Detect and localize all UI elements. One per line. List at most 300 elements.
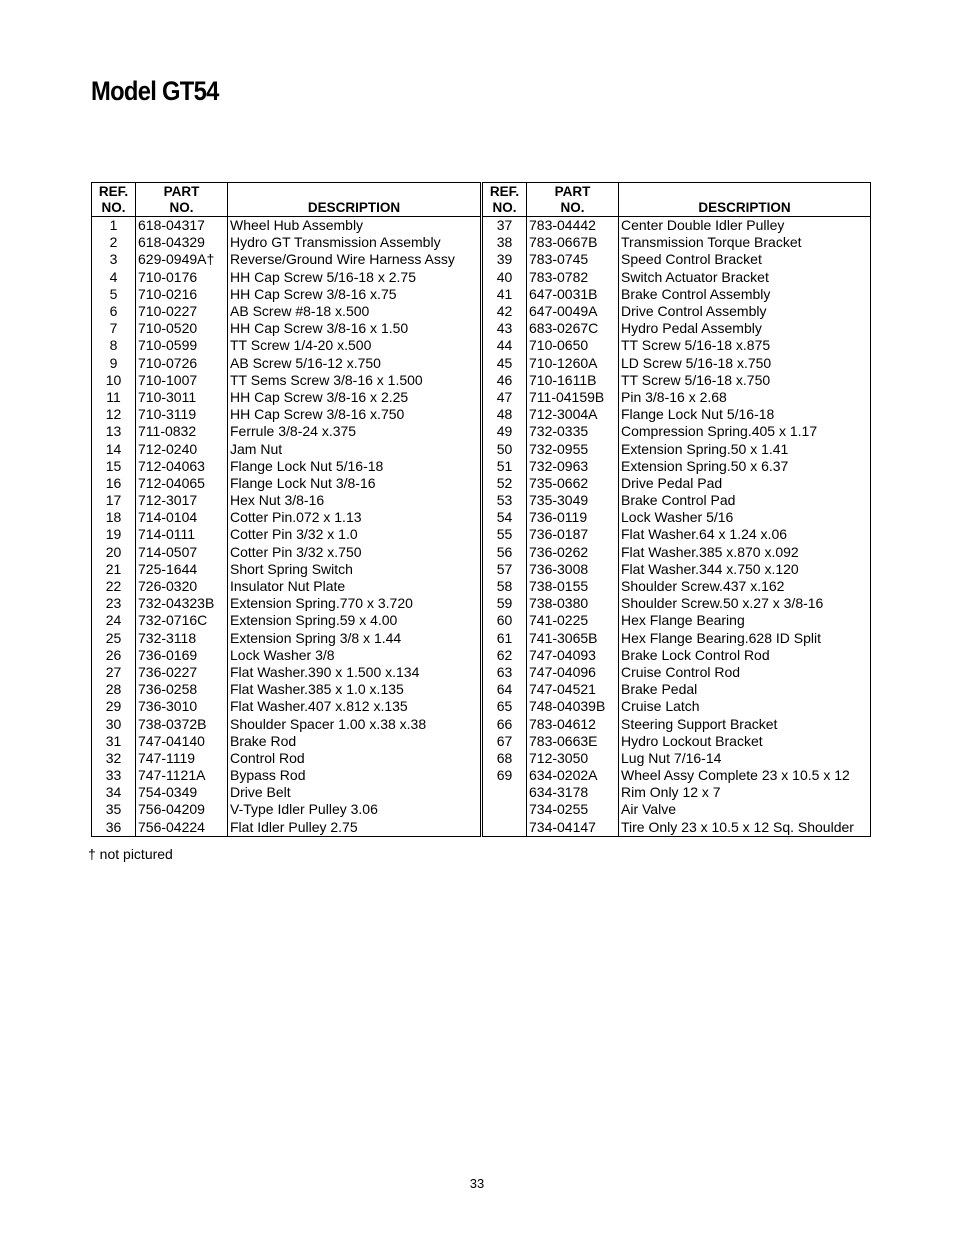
ref-no-cell: 55 <box>483 526 527 543</box>
table-row <box>483 767 871 784</box>
description-cell: Hydro Pedal Assembly <box>619 320 871 337</box>
ref-no-cell: 10 <box>92 372 136 389</box>
table-row <box>92 681 481 698</box>
table-row <box>483 595 871 612</box>
part-no-cell: 710-0650 <box>527 337 619 354</box>
part-no-cell: 629-0949A† <box>136 251 228 268</box>
description-cell: Wheel Assy Complete 23 x 10.5 x 12 <box>619 767 871 784</box>
ref-no-cell: 24 <box>92 612 136 629</box>
ref-no-cell: 29 <box>92 698 136 715</box>
description-cell: Shoulder Spacer 1.00 x.38 x.38 <box>228 715 481 732</box>
table-row <box>483 509 871 526</box>
table-row <box>92 389 481 406</box>
part-no-cell: 732-3118 <box>136 630 228 647</box>
table-row <box>92 475 481 492</box>
ref-no-cell <box>483 819 527 837</box>
parts-table-right <box>482 182 871 837</box>
ref-no-header: REF. NO. <box>483 183 527 217</box>
table-row <box>92 595 481 612</box>
description-cell: Lock Washer 3/8 <box>228 647 481 664</box>
part-no-cell: 714-0104 <box>136 509 228 526</box>
table-row <box>483 647 871 664</box>
part-no-cell: 647-0049A <box>527 303 619 320</box>
description-cell: Cotter Pin 3/32 x 1.0 <box>228 526 481 543</box>
table-row <box>92 286 481 303</box>
table-row <box>483 303 871 320</box>
ref-no-cell: 68 <box>483 750 527 767</box>
ref-no-cell: 21 <box>92 561 136 578</box>
description-cell: Extension Spring 3/8 x 1.44 <box>228 630 481 647</box>
ref-no-cell: 42 <box>483 303 527 320</box>
table-row <box>483 286 871 303</box>
description-cell: Flat Washer.385 x.870 x.092 <box>619 544 871 561</box>
ref-no-cell: 33 <box>92 767 136 784</box>
table-header-row <box>483 183 871 217</box>
part-no-cell: 756-04224 <box>136 819 228 837</box>
part-no-cell: 710-0599 <box>136 337 228 354</box>
ref-no-cell: 32 <box>92 750 136 767</box>
ref-no-cell: 7 <box>92 320 136 337</box>
ref-no-cell: 35 <box>92 801 136 818</box>
ref-no-cell: 36 <box>92 819 136 837</box>
description-cell: TT Screw 1/4-20 x.500 <box>228 337 481 354</box>
ref-no-cell: 1 <box>92 217 136 235</box>
table-row <box>92 750 481 767</box>
description-cell: Flat Idler Pulley 2.75 <box>228 819 481 837</box>
parts-list-left <box>92 217 481 837</box>
description-cell: Bypass Rod <box>228 767 481 784</box>
table-row <box>92 561 481 578</box>
table-row <box>92 251 481 268</box>
part-no-cell: 732-04323B <box>136 595 228 612</box>
description-cell: Flat Washer.64 x 1.24 x.06 <box>619 526 871 543</box>
ref-no-cell: 4 <box>92 269 136 286</box>
ref-no-cell: 51 <box>483 458 527 475</box>
ref-no-cell: 11 <box>92 389 136 406</box>
table-row <box>92 767 481 784</box>
description-cell: Hydro Lockout Bracket <box>619 733 871 750</box>
description-cell: Shoulder Screw.437 x.162 <box>619 578 871 595</box>
part-no-cell: 783-04612 <box>527 715 619 732</box>
part-no-cell: 683-0267C <box>527 320 619 337</box>
ref-no-cell: 50 <box>483 440 527 457</box>
part-no-cell: 735-3049 <box>527 492 619 509</box>
description-header: DESCRIPTION <box>619 183 871 217</box>
description-cell: Pin 3/8-16 x 2.68 <box>619 389 871 406</box>
ref-no-cell: 46 <box>483 372 527 389</box>
table-row <box>483 526 871 543</box>
ref-no-cell: 9 <box>92 355 136 372</box>
part-no-cell: 726-0320 <box>136 578 228 595</box>
description-cell: Flange Lock Nut 3/8-16 <box>228 475 481 492</box>
description-cell: Air Valve <box>619 801 871 818</box>
part-no-cell: 736-3010 <box>136 698 228 715</box>
ref-no-cell: 63 <box>483 664 527 681</box>
description-cell: Drive Control Assembly <box>619 303 871 320</box>
part-no-cell: 634-3178 <box>527 784 619 801</box>
part-no-cell: 783-0667B <box>527 234 619 251</box>
ref-no-cell: 44 <box>483 337 527 354</box>
ref-no-cell: 54 <box>483 509 527 526</box>
ref-no-cell: 22 <box>92 578 136 595</box>
table-row <box>92 509 481 526</box>
table-row <box>92 269 481 286</box>
table-row <box>92 217 481 235</box>
description-cell: Extension Spring.50 x 1.41 <box>619 440 871 457</box>
part-no-cell: 736-0187 <box>527 526 619 543</box>
ref-no-cell: 41 <box>483 286 527 303</box>
part-no-cell: 747-1121A <box>136 767 228 784</box>
part-no-cell: 711-0832 <box>136 423 228 440</box>
part-no-cell: 738-0380 <box>527 595 619 612</box>
table-row <box>92 458 481 475</box>
description-cell: Speed Control Bracket <box>619 251 871 268</box>
ref-no-cell: 13 <box>92 423 136 440</box>
table-row <box>483 750 871 767</box>
part-no-cell: 736-0258 <box>136 681 228 698</box>
table-row <box>483 630 871 647</box>
ref-no-cell: 60 <box>483 612 527 629</box>
description-cell: Shoulder Screw.50 x.27 x 3/8-16 <box>619 595 871 612</box>
part-no-cell: 741-3065B <box>527 630 619 647</box>
table-row <box>483 492 871 509</box>
description-cell: Lug Nut 7/16-14 <box>619 750 871 767</box>
table-row <box>483 251 871 268</box>
ref-no-cell: 67 <box>483 733 527 750</box>
ref-no-cell: 47 <box>483 389 527 406</box>
table-row <box>483 440 871 457</box>
ref-no-cell: 65 <box>483 698 527 715</box>
ref-no-cell: 39 <box>483 251 527 268</box>
table-row <box>483 389 871 406</box>
description-cell: Rim Only 12 x 7 <box>619 784 871 801</box>
part-no-cell: 732-0716C <box>136 612 228 629</box>
ref-no-cell: 31 <box>92 733 136 750</box>
description-cell: Flat Washer.407 x.812 x.135 <box>228 698 481 715</box>
table-row <box>92 406 481 423</box>
ref-no-cell: 2 <box>92 234 136 251</box>
table-row <box>92 715 481 732</box>
ref-no-cell: 38 <box>483 234 527 251</box>
part-no-cell: 736-0262 <box>527 544 619 561</box>
ref-no-cell: 56 <box>483 544 527 561</box>
parts-table-left <box>91 182 481 837</box>
part-no-cell: 710-1007 <box>136 372 228 389</box>
table-row <box>92 303 481 320</box>
part-no-cell: 712-3004A <box>527 406 619 423</box>
table-row <box>483 269 871 286</box>
part-no-cell: 747-04521 <box>527 681 619 698</box>
table-row <box>92 698 481 715</box>
table-row <box>483 217 871 235</box>
description-cell: Center Double Idler Pulley <box>619 217 871 235</box>
table-row <box>483 372 871 389</box>
part-no-cell: 618-04317 <box>136 217 228 235</box>
ref-no-cell: 30 <box>92 715 136 732</box>
table-row <box>92 784 481 801</box>
part-no-cell: 783-0745 <box>527 251 619 268</box>
part-no-cell: 712-3050 <box>527 750 619 767</box>
description-cell: LD Screw 5/16-18 x.750 <box>619 355 871 372</box>
page-number: 33 <box>469 1176 485 1191</box>
description-cell: Control Rod <box>228 750 481 767</box>
part-no-cell: 712-04063 <box>136 458 228 475</box>
part-no-cell: 725-1644 <box>136 561 228 578</box>
description-cell: HH Cap Screw 5/16-18 x 2.75 <box>228 269 481 286</box>
description-cell: Tire Only 23 x 10.5 x 12 Sq. Shoulder <box>619 819 871 837</box>
part-no-cell: 732-0955 <box>527 440 619 457</box>
table-row <box>92 819 481 837</box>
part-no-cell: 747-1119 <box>136 750 228 767</box>
description-cell: Hydro GT Transmission Assembly <box>228 234 481 251</box>
part-no-cell: 734-04147 <box>527 819 619 837</box>
ref-no-cell: 69 <box>483 767 527 784</box>
ref-no-header: REF. NO. <box>92 183 136 217</box>
part-no-cell: 736-0169 <box>136 647 228 664</box>
part-no-cell: 783-04442 <box>527 217 619 235</box>
description-cell: Cotter Pin 3/32 x.750 <box>228 544 481 561</box>
description-cell: Flange Lock Nut 5/16-18 <box>228 458 481 475</box>
description-cell: Cotter Pin.072 x 1.13 <box>228 509 481 526</box>
table-row <box>483 320 871 337</box>
description-cell: Extension Spring.59 x 4.00 <box>228 612 481 629</box>
part-no-cell: 748-04039B <box>527 698 619 715</box>
part-no-cell: 747-04140 <box>136 733 228 750</box>
table-row <box>92 544 481 561</box>
description-cell: Ferrule 3/8-24 x.375 <box>228 423 481 440</box>
table-row <box>92 372 481 389</box>
description-cell: Hex Nut 3/8-16 <box>228 492 481 509</box>
part-no-cell: 710-0227 <box>136 303 228 320</box>
part-no-cell: 735-0662 <box>527 475 619 492</box>
ref-no-cell: 34 <box>92 784 136 801</box>
table-row <box>483 819 871 837</box>
ref-no-cell: 48 <box>483 406 527 423</box>
ref-no-cell: 53 <box>483 492 527 509</box>
table-row <box>483 561 871 578</box>
table-row <box>483 337 871 354</box>
description-cell: Extension Spring.50 x 6.37 <box>619 458 871 475</box>
part-no-cell: 710-1611B <box>527 372 619 389</box>
table-row <box>92 423 481 440</box>
part-no-cell: 714-0111 <box>136 526 228 543</box>
part-no-cell: 647-0031B <box>527 286 619 303</box>
part-no-cell: 710-3119 <box>136 406 228 423</box>
table-row <box>483 801 871 818</box>
ref-no-cell: 16 <box>92 475 136 492</box>
description-cell: Insulator Nut Plate <box>228 578 481 595</box>
table-row <box>92 647 481 664</box>
part-no-cell: 756-04209 <box>136 801 228 818</box>
ref-no-cell: 61 <box>483 630 527 647</box>
description-cell: HH Cap Screw 3/8-16 x.750 <box>228 406 481 423</box>
table-row <box>92 320 481 337</box>
footnote: † not pictured <box>88 846 173 862</box>
description-cell: AB Screw #8-18 x.500 <box>228 303 481 320</box>
description-cell: Brake Control Assembly <box>619 286 871 303</box>
part-no-cell: 736-0227 <box>136 664 228 681</box>
ref-no-cell: 49 <box>483 423 527 440</box>
ref-no-cell <box>483 801 527 818</box>
description-cell: TT Screw 5/16-18 x.875 <box>619 337 871 354</box>
description-cell: Drive Belt <box>228 784 481 801</box>
table-row <box>483 784 871 801</box>
ref-no-cell: 25 <box>92 630 136 647</box>
description-cell: HH Cap Screw 3/8-16 x 1.50 <box>228 320 481 337</box>
table-row <box>92 801 481 818</box>
part-no-cell: 747-04096 <box>527 664 619 681</box>
description-cell: Switch Actuator Bracket <box>619 269 871 286</box>
table-row <box>483 715 871 732</box>
part-no-cell: 754-0349 <box>136 784 228 801</box>
description-cell: Flat Washer.390 x 1.500 x.134 <box>228 664 481 681</box>
ref-no-cell: 19 <box>92 526 136 543</box>
description-cell: V-Type Idler Pulley 3.06 <box>228 801 481 818</box>
part-no-cell: 712-0240 <box>136 440 228 457</box>
ref-no-cell: 5 <box>92 286 136 303</box>
part-no-cell: 710-1260A <box>527 355 619 372</box>
ref-no-cell: 28 <box>92 681 136 698</box>
ref-no-cell: 27 <box>92 664 136 681</box>
ref-no-cell: 40 <box>483 269 527 286</box>
part-no-cell: 732-0963 <box>527 458 619 475</box>
part-no-header: PART NO. <box>136 183 228 217</box>
table-row <box>92 578 481 595</box>
table-row <box>483 475 871 492</box>
part-no-cell: 736-3008 <box>527 561 619 578</box>
ref-no-cell: 3 <box>92 251 136 268</box>
ref-no-cell: 64 <box>483 681 527 698</box>
description-cell: Drive Pedal Pad <box>619 475 871 492</box>
parts-list-right <box>483 217 871 837</box>
part-no-cell: 734-0255 <box>527 801 619 818</box>
part-no-cell: 711-04159B <box>527 389 619 406</box>
ref-no-cell: 62 <box>483 647 527 664</box>
ref-no-cell: 18 <box>92 509 136 526</box>
description-cell: Reverse/Ground Wire Harness Assy <box>228 251 481 268</box>
table-row <box>92 337 481 354</box>
table-row <box>483 612 871 629</box>
table-row <box>92 664 481 681</box>
table-row <box>92 526 481 543</box>
description-cell: Cruise Control Rod <box>619 664 871 681</box>
ref-no-cell: 37 <box>483 217 527 235</box>
description-cell: Extension Spring.770 x 3.720 <box>228 595 481 612</box>
part-no-cell: 710-3011 <box>136 389 228 406</box>
table-row <box>483 458 871 475</box>
table-row <box>92 234 481 251</box>
part-no-cell: 783-0782 <box>527 269 619 286</box>
part-no-cell: 738-0155 <box>527 578 619 595</box>
description-cell: Flat Washer.344 x.750 x.120 <box>619 561 871 578</box>
description-cell: HH Cap Screw 3/8-16 x.75 <box>228 286 481 303</box>
part-no-cell: 710-0726 <box>136 355 228 372</box>
ref-no-cell: 58 <box>483 578 527 595</box>
table-row <box>483 355 871 372</box>
description-cell: Brake Control Pad <box>619 492 871 509</box>
part-no-cell: 738-0372B <box>136 715 228 732</box>
description-cell: TT Sems Screw 3/8-16 x 1.500 <box>228 372 481 389</box>
ref-no-cell: 23 <box>92 595 136 612</box>
description-cell: Brake Pedal <box>619 681 871 698</box>
part-no-cell: 736-0119 <box>527 509 619 526</box>
table-row <box>483 234 871 251</box>
part-no-cell: 712-3017 <box>136 492 228 509</box>
description-cell: Compression Spring.405 x 1.17 <box>619 423 871 440</box>
ref-no-cell: 6 <box>92 303 136 320</box>
table-row <box>483 664 871 681</box>
page-title: Model GT54 <box>91 76 219 106</box>
table-row <box>483 681 871 698</box>
part-no-cell: 710-0176 <box>136 269 228 286</box>
ref-no-cell: 15 <box>92 458 136 475</box>
table-row <box>483 698 871 715</box>
description-cell: Hex Flange Bearing <box>619 612 871 629</box>
ref-no-cell: 52 <box>483 475 527 492</box>
part-no-cell: 618-04329 <box>136 234 228 251</box>
ref-no-cell: 26 <box>92 647 136 664</box>
description-cell: Flat Washer.385 x 1.0 x.135 <box>228 681 481 698</box>
table-row <box>92 440 481 457</box>
part-no-cell: 710-0520 <box>136 320 228 337</box>
ref-no-cell: 66 <box>483 715 527 732</box>
description-cell: Brake Rod <box>228 733 481 750</box>
description-cell: TT Screw 5/16-18 x.750 <box>619 372 871 389</box>
ref-no-cell: 45 <box>483 355 527 372</box>
part-no-cell: 714-0507 <box>136 544 228 561</box>
table-row <box>92 733 481 750</box>
part-no-cell: 710-0216 <box>136 286 228 303</box>
description-cell: Flange Lock Nut 5/16-18 <box>619 406 871 423</box>
ref-no-cell: 20 <box>92 544 136 561</box>
ref-no-cell: 57 <box>483 561 527 578</box>
ref-no-cell: 8 <box>92 337 136 354</box>
ref-no-cell: 17 <box>92 492 136 509</box>
table-row <box>483 406 871 423</box>
table-row <box>92 612 481 629</box>
table-row <box>483 733 871 750</box>
part-no-cell: 741-0225 <box>527 612 619 629</box>
table-row <box>92 630 481 647</box>
description-cell: Cruise Latch <box>619 698 871 715</box>
table-row <box>483 578 871 595</box>
table-header-row <box>92 183 481 217</box>
table-row <box>483 423 871 440</box>
description-cell: Lock Washer 5/16 <box>619 509 871 526</box>
description-cell: HH Cap Screw 3/8-16 x 2.25 <box>228 389 481 406</box>
description-cell: Hex Flange Bearing.628 ID Split <box>619 630 871 647</box>
table-row <box>92 355 481 372</box>
description-header: DESCRIPTION <box>228 183 481 217</box>
description-cell: Short Spring Switch <box>228 561 481 578</box>
part-no-cell: 712-04065 <box>136 475 228 492</box>
table-row <box>483 544 871 561</box>
ref-no-cell: 14 <box>92 440 136 457</box>
part-no-header: PART NO. <box>527 183 619 217</box>
part-no-cell: 634-0202A <box>527 767 619 784</box>
ref-no-cell <box>483 784 527 801</box>
description-cell: Transmission Torque Bracket <box>619 234 871 251</box>
description-cell: Jam Nut <box>228 440 481 457</box>
part-no-cell: 747-04093 <box>527 647 619 664</box>
description-cell: Brake Lock Control Rod <box>619 647 871 664</box>
description-cell: Wheel Hub Assembly <box>228 217 481 235</box>
description-cell: Steering Support Bracket <box>619 715 871 732</box>
part-no-cell: 732-0335 <box>527 423 619 440</box>
ref-no-cell: 12 <box>92 406 136 423</box>
part-no-cell: 783-0663E <box>527 733 619 750</box>
ref-no-cell: 43 <box>483 320 527 337</box>
